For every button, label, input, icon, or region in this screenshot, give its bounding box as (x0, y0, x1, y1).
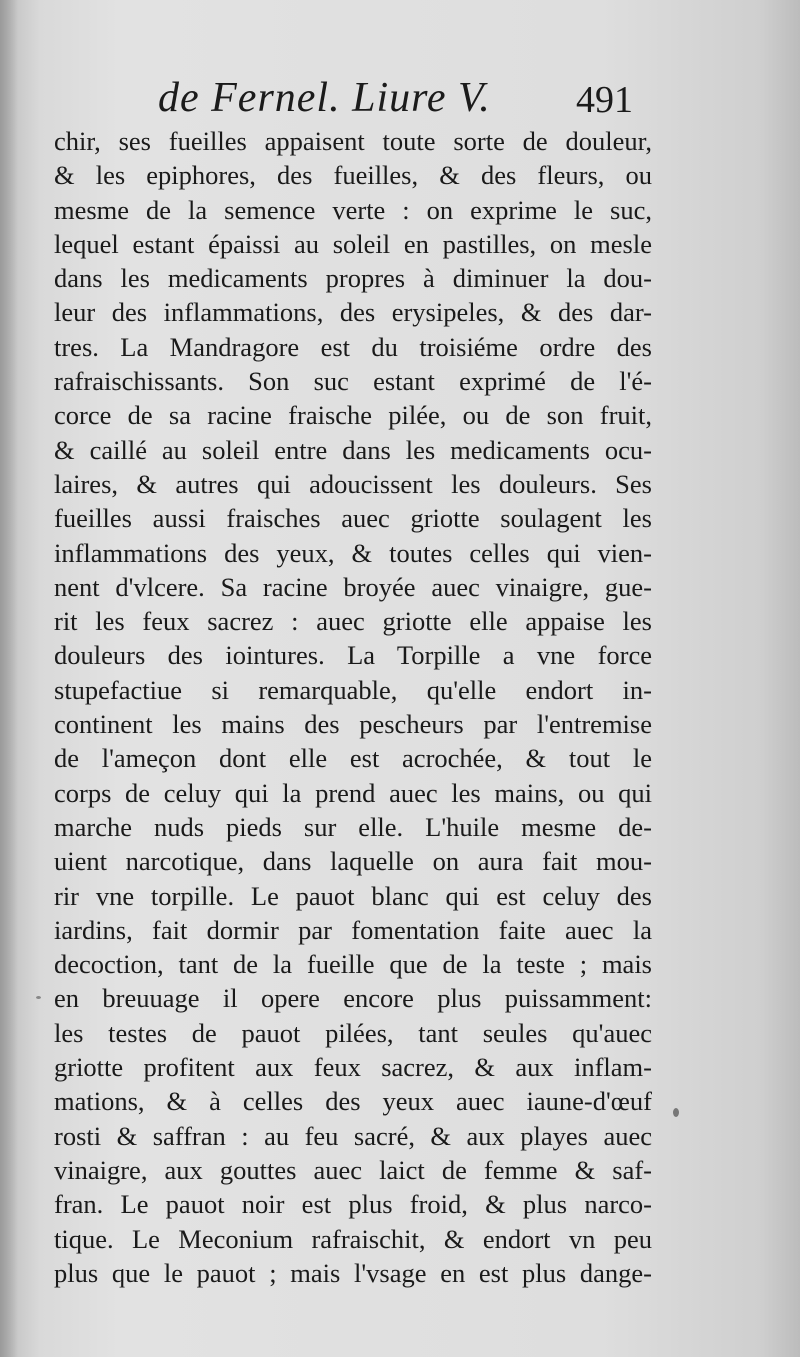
text-line: tres. La Mandragore est du troisiéme ordre des (54, 331, 652, 362)
text-line: rafraischissants. Son suc estant exprimé de l'é- (54, 366, 652, 397)
text-line: de l'ameçon dont elle est acrochée, & tout le (54, 743, 652, 774)
text-line: douleurs des iointures. La Torpille a vne force (54, 640, 652, 671)
text-line: les testes de pauot pilées, tant seules qu'auec (54, 1017, 652, 1048)
text-line: plus que le pauot ; mais l'vsage en est plus dange- (54, 1257, 652, 1288)
text-line: dans les medicaments propres à diminuer la dou- (54, 263, 652, 294)
body-text (54, 124, 652, 1290)
running-title: de Fernel. Liure V. (158, 75, 491, 121)
text-line: uient narcotique, dans laquelle on aura fait mou- (54, 846, 652, 877)
text-line: corce de sa racine fraische pilée, ou de son fruit, (54, 400, 652, 431)
text-line: chir, ses fueilles appaisent toute sorte de douleur, (54, 126, 652, 156)
text-line: corps de celuy qui la prend auec les mains, ou qui (54, 777, 652, 808)
page-number: 491 (576, 79, 633, 121)
text-line: marche nuds pieds sur elle. L'huile mesme de- (54, 811, 652, 842)
text-line: leur des inflammations, des erysipeles, & des dar- (54, 297, 652, 328)
text-line: lequel estant épaissi au soleil en pastilles, on mesle (54, 228, 652, 259)
text-line: griotte profitent aux feux sacrez, & aux inflam- (54, 1052, 652, 1083)
text-line: tique. Le Meconium rafraischit, & endort vn peu (54, 1223, 652, 1254)
binding-shadow (0, 0, 18, 1357)
text-line: en breuuage il opere encore plus puissamment: (54, 983, 652, 1014)
text-line: rit les feux sacrez : auec griotte elle appaise les (54, 606, 652, 637)
text-line: rir vne torpille. Le pauot blanc qui est celuy des (54, 880, 652, 911)
text-line: nent d'vlcere. Sa racine broyée auec vinaigre, gue- (54, 571, 652, 602)
text-line: mations, & à celles des yeux auec iaune-d'œuf (54, 1086, 652, 1117)
text-line: fran. Le pauot noir est plus froid, & plus narco- (54, 1189, 652, 1220)
text-line: iardins, fait dormir par fomentation faite auec la (54, 914, 652, 945)
text-line: decoction, tant de la fueille que de la teste ; mais (54, 949, 652, 980)
text-line: inflammations des yeux, & toutes celles qui vien- (54, 537, 652, 568)
paper-speck (36, 996, 41, 999)
text-line: & caillé au soleil entre dans les medicaments ocu- (54, 434, 652, 465)
text-line: vinaigre, aux gouttes auec laict de femme & saf- (54, 1154, 652, 1185)
text-line: stupefactiue si remarquable, qu'elle endort in- (54, 674, 652, 705)
text-line: continent les mains des pescheurs par l'entremise (54, 709, 652, 740)
text-line: fueilles aussi fraisches auec griotte soulagent les (54, 503, 652, 534)
page-header (158, 74, 658, 124)
text-line: & les epiphores, des fueilles, & des fleurs, ou (54, 160, 652, 191)
paper-speck (673, 1108, 679, 1117)
text-line: rosti & saffran : au feu sacré, & aux playes auec (54, 1120, 652, 1151)
text-line: mesme de la semence verte : on exprime le suc, (54, 194, 652, 225)
text-line: laires, & autres qui adoucissent les douleurs. Ses (54, 468, 652, 499)
